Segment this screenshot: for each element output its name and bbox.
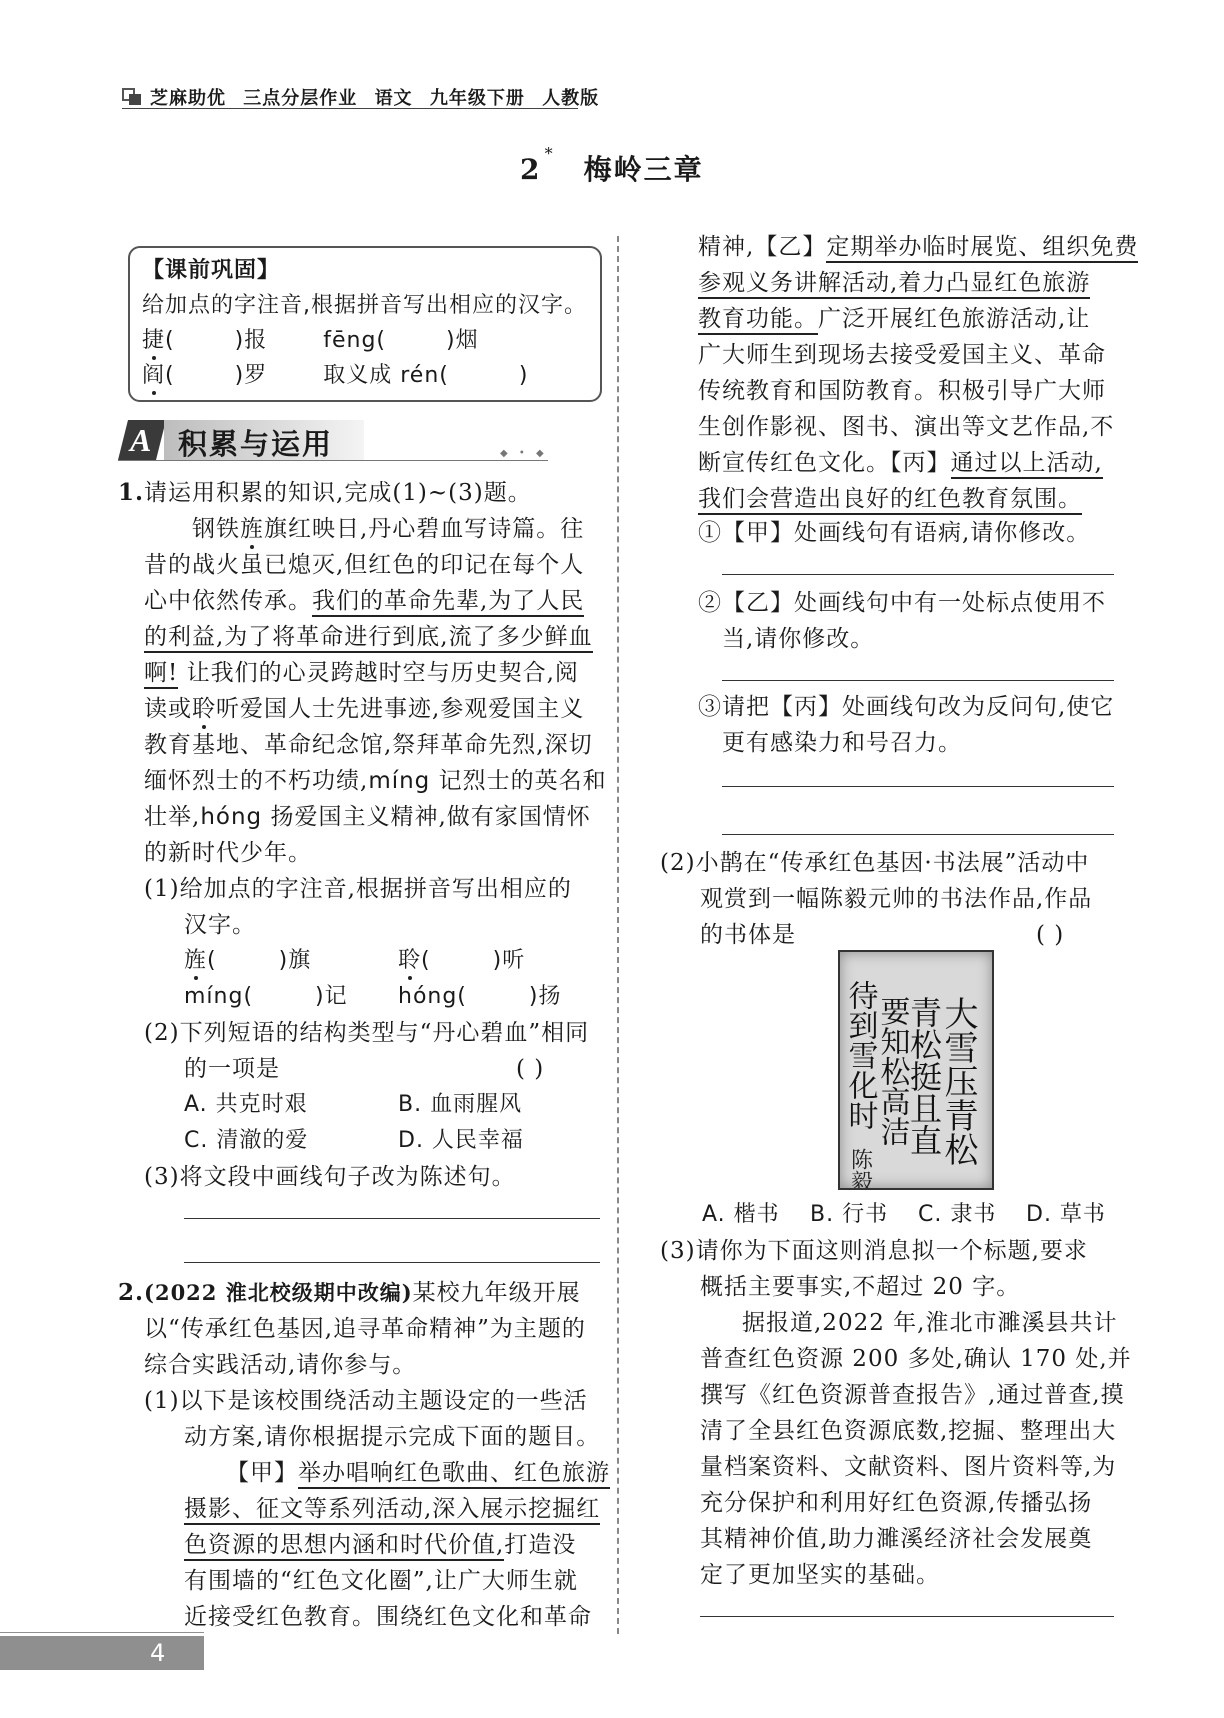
q2-plan-line: 有围墙的“红色文化圈”,让广大师生就 [184,1568,578,1594]
q1-passage-line: 的利益,为了将革命进行到底,流了多少鲜血 [144,620,593,654]
preclass-title: 【课前巩固】 [142,258,281,283]
section-a-rule [118,460,548,461]
option: D. 人民幸福 [398,1128,524,1153]
option: D. 草书 [1026,1202,1106,1227]
q2-sub2-cont: 的书体是 [700,922,796,948]
q2-plan-line: 精神,【乙】定期举办临时展览、组织免费 [698,230,1138,264]
option: B. 血雨腥风 [398,1092,523,1117]
svg-text:大雪压青松: 大雪压青松 [938,996,978,1166]
column-divider [617,236,619,1634]
svg-text:青松挺且直: 青松挺且直 [905,996,943,1156]
news-line: 清了全县红色资源底数,挖掘、整理出大 [700,1418,1117,1444]
q2-sub2: (2)小鹊在“传承红色基因·书法展”活动中 [660,850,1090,876]
q1-stem: 1.请运用积累的知识,完成(1)~(3)题。 [118,479,532,506]
q2-sub2-cont: 观赏到一幅陈毅元帅的书法作品,作品 [700,886,1093,912]
svg-text:陈毅: 陈毅 [847,1148,873,1188]
news-line: 量档案资料、文献资料、图片资料等,为 [700,1454,1117,1480]
page-number-rule [0,1632,204,1633]
option: B. 行书 [810,1202,889,1227]
q1-sub3: (3)将文段中画线句子改为陈述句。 [144,1164,516,1190]
q1-sub2-cont: 的一项是 [184,1056,280,1082]
q2-sub2-paren: ( ) [1036,922,1065,948]
header-grade: 九年级下册 [429,88,525,109]
header-book: 三点分层作业 [243,88,358,109]
pinyin: fēng [323,328,377,353]
lesson-mark: * [544,144,553,163]
q2-plan-line: 断宣传红色文化。【丙】通过以上活动, [698,446,1103,480]
q2-item1: ①【甲】处画线句有语病,请你修改。 [698,520,1091,546]
q1-passage-line: 教育基地、革命纪念馆,祭拜革命先烈,深切 [144,732,593,758]
q2-stem-cont: 综合实践活动,请你参与。 [144,1352,417,1378]
q2-plan-line: 参观义务讲解活动,着力凸显红色旅游 [698,266,1090,300]
q2-sub1: (1)以下是该校围绕活动主题设定的一些活 [144,1388,588,1414]
news-line: 定了更加坚实的基础。 [700,1562,940,1588]
q2-plan-line: 教育功能。广泛开展红色旅游活动,让 [698,302,1090,336]
q2-item2: ②【乙】处画线句中有一处标点使用不 [698,590,1106,616]
q1-sub1-row2: míng( )记 [184,984,348,1009]
page-number: 4 [150,1639,166,1667]
lesson-title [520,144,704,188]
header-series: 芝麻助优 [150,88,226,109]
news-line: 充分保护和利用好红色资源,传播弘扬 [700,1490,1093,1516]
q1-sub2-paren: ( ) [516,1056,545,1082]
option: C. 隶书 [918,1202,997,1227]
option: A. 共克时艰 [184,1092,308,1117]
q2-item3-cont: 更有感染力和号召力。 [722,730,962,756]
dotted-char: 捷 [142,328,166,353]
q2-plan-line: 传统教育和国防教育。积极引导广大师 [698,378,1106,404]
page-number-bar [0,1636,204,1670]
q2-sub3-cont: 概括主要事实,不超过 20 字。 [700,1274,1021,1300]
news-line: 普查红色资源 200 多处,确认 170 处,并 [700,1346,1132,1372]
header-icon [122,88,142,106]
answer-line[interactable] [722,680,1114,681]
news-line: 撰写《红色资源普查报告》,通过普查,摸 [700,1382,1125,1408]
dots-decoration-icon: ◆ • ◆ [500,448,548,459]
q1-sub1: (1)给加点的字注音,根据拼音写出相应的 [144,876,572,902]
q1-passage-line: 读或聆听爱国人士先进事迹,参观爱国主义 [144,696,585,722]
lesson-number: 2 [520,153,540,186]
q1-sub1-row1b: 聆( )听 [398,948,526,973]
calligraphy-image [838,950,994,1190]
news-line: 据报道,2022 年,淮北市濉溪县共计 [742,1310,1118,1336]
answer-line[interactable] [722,786,1114,787]
q2-plan-line: 广大师生到现场去接受爱国主义、革命 [698,342,1106,368]
header-edition: 人教版 [542,88,600,109]
preclass-row2: 阎( )罗 取义成 rén( ) [142,363,529,388]
q2-sub1-cont: 动方案,请你根据提示完成下面的题目。 [184,1424,601,1450]
header-subject: 语文 [374,88,413,109]
preclass-row1: 捷( )报 fēng( )烟 [142,328,479,353]
q2-sub3: (3)请你为下面这则消息拟一个标题,要求 [660,1238,1088,1264]
preclass-instruction: 给加点的字注音,根据拼音写出相应的汉字。 [142,293,587,318]
answer-line[interactable] [722,834,1114,835]
section-a-badge: A [118,420,166,460]
pinyin: rén [400,363,440,388]
lesson-title-text: 梅岭三章 [583,153,704,186]
svg-text:要知松高洁: 要知松高洁 [874,996,910,1146]
q1-sub1-row1: 旌( )旗 [184,948,312,973]
q2-plan-line: 色资源的思想内涵和时代价值,打造没 [184,1528,576,1562]
answer-line[interactable] [700,1616,1114,1617]
q2-plan-line: 【甲】举办唱响红色歌曲、红色旅游 [226,1456,610,1490]
q1-sub1-row2b: hóng( )扬 [398,984,562,1009]
answer-line[interactable] [184,1218,600,1219]
q1-passage-line: 心中依然传承。我们的革命先辈,为了人民 [144,584,584,618]
q1-passage-line: 啊! 让我们的心灵跨越时空与历史契合,阅 [144,656,579,690]
q2-plan-line: 生创作影视、图书、演出等文艺作品,不 [698,414,1115,440]
answer-line[interactable] [722,574,1114,575]
header-rule [122,108,578,109]
q2-plan-line: 摄影、征文等系列活动,深入展示挖掘红 [184,1492,600,1526]
q2-stem: 2.(2022 淮北校级期中改编)某校九年级开展 [118,1279,581,1306]
q1-passage-line: 缅怀烈士的不朽功绩,míng 记烈士的英名和 [144,768,607,794]
q1-passage-line: 昔的战火虽已熄灭,但红色的印记在每个人 [144,552,585,578]
news-line: 其精神价值,助力濉溪经济社会发展奠 [700,1526,1093,1552]
q1-passage-line: 钢铁旌旗红映日,丹心碧血写诗篇。往 [192,516,585,542]
dotted-char: 阎 [142,363,166,388]
header-breadcrumb [150,84,599,110]
q2-plan-line: 我们会营造出良好的红色教育氛围。 [698,482,1082,516]
option: A. 楷书 [702,1202,780,1227]
q1-passage-line: 的新时代少年。 [144,840,312,866]
q2-stem-cont: 以“传承红色基因,追寻革命精神”为主题的 [144,1316,586,1342]
q2-plan-line: 近接受红色教育。围绕红色文化和革命 [184,1604,592,1630]
q1-sub2: (2)下列短语的结构类型与“丹心碧血”相同 [144,1020,590,1046]
svg-text:待到雪化时: 待到雪化时 [842,980,878,1130]
answer-line[interactable] [184,1262,600,1263]
q1-sub1-cont: 汉字。 [184,912,256,938]
section-a-title: 积累与运用 [178,427,334,461]
option: C. 清澈的爱 [184,1128,309,1153]
q2-item2-cont: 当,请你修改。 [722,626,875,652]
q2-item3: ③请把【丙】处画线句改为反问句,使它 [698,694,1115,720]
q1-passage-line: 壮举,hóng 扬爱国主义精神,做有家国情怀 [144,804,591,830]
